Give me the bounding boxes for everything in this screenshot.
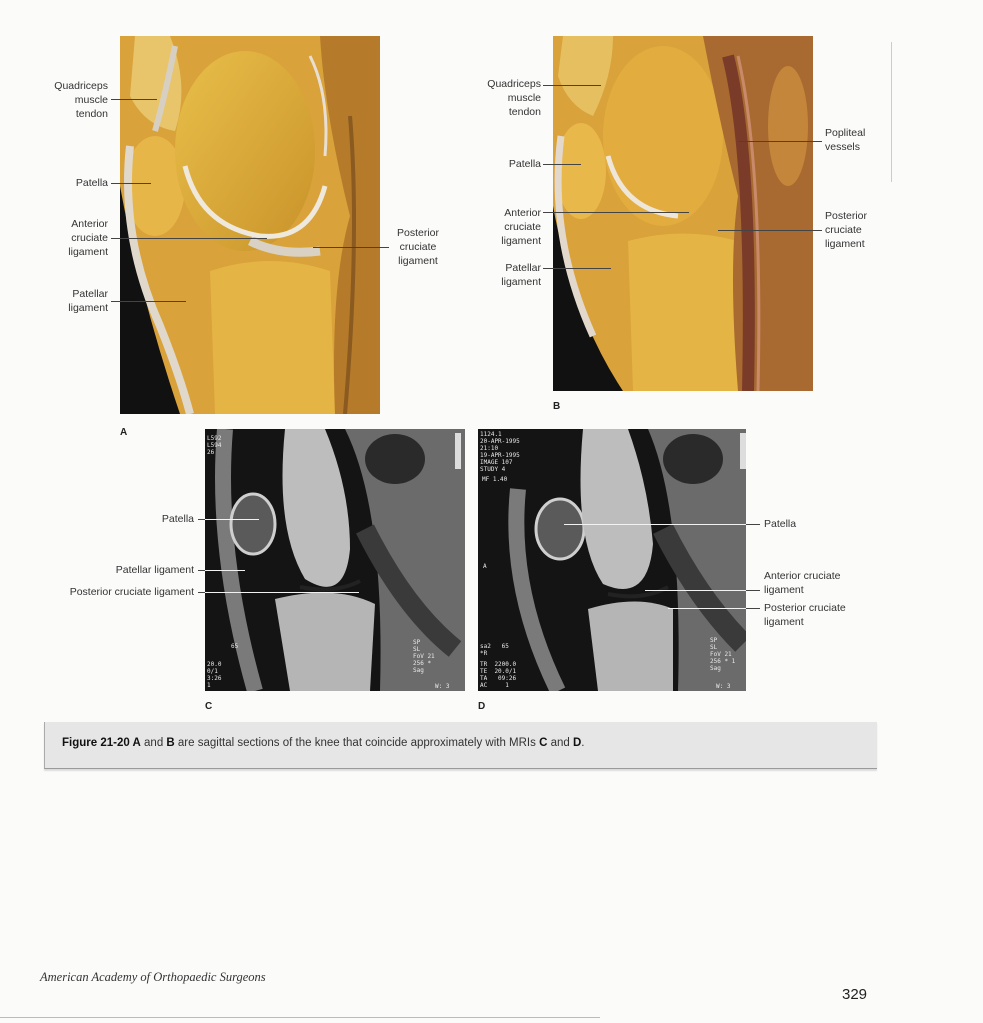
label-d-pcl: Posterior cruciate ligament — [764, 602, 846, 628]
caption-text-3: and — [547, 737, 573, 749]
caption-ref-b: B — [166, 737, 175, 749]
figure-label: Figure 21-20 — [62, 737, 130, 749]
panel-a-letter: A — [120, 427, 128, 438]
caption-ref-a: A — [129, 737, 141, 749]
mri-d-leftmid-text: sa2 65 *R — [480, 643, 509, 657]
leader-a-quadriceps — [111, 99, 157, 100]
label-a-patella: Patella — [75, 177, 108, 189]
leader-c-patellar-ligament-outside — [198, 570, 205, 571]
leader-d-pcl-inside — [668, 608, 746, 609]
panel-b-image — [553, 36, 813, 391]
label-b-pcl: Posterior cruciate ligament — [825, 210, 868, 250]
mri-d-topleft-text: 1124.1 20-APR-1995 21:10 19-APR-1995 IMAGE 107 STUDY 4 — [480, 431, 520, 473]
leader-c-patella-outside — [198, 519, 205, 520]
bottom-rule — [0, 1017, 600, 1018]
leader-b-patellar-ligament — [543, 268, 611, 269]
label-d-acl: Anterior cruciate ligament — [764, 570, 841, 596]
label-c-patellar-ligament: Patellar ligament — [115, 564, 194, 576]
leader-b-popliteal — [738, 141, 822, 142]
label-c-patella: Patella — [161, 513, 194, 525]
leader-b-patella — [543, 164, 581, 165]
panel-c-letter: C — [205, 701, 213, 712]
caption-text-1: and — [140, 737, 167, 749]
panel-c-mri — [205, 429, 465, 691]
caption-text-4: . — [581, 737, 585, 749]
leader-a-patella — [111, 183, 151, 184]
leader-c-patellar-ligament-inside — [205, 570, 245, 571]
leader-c-pcl-outside — [198, 592, 205, 593]
leader-c-pcl-inside — [205, 592, 359, 593]
publisher-footer: American Academy of Orthopaedic Surgeons — [40, 970, 266, 984]
label-b-patellar-ligament: Patellar ligament — [501, 262, 541, 288]
mri-d-a-marker: A — [483, 563, 487, 570]
label-a-patellar-ligament: Patellar ligament — [68, 288, 108, 314]
leader-d-pcl-outside — [746, 608, 760, 609]
label-b-acl: Anterior cruciate ligament — [501, 207, 541, 247]
label-b-popliteal: Popliteal vessels — [825, 127, 866, 153]
leader-d-patella-inside — [564, 524, 746, 525]
mri-d-bottomleft-text: TR 2200.0 TE 20.0/1 TA 09:26 AC 1 — [480, 661, 517, 689]
mri-d-mf-text: MF 1.40 — [482, 476, 508, 483]
page-number: 329 — [842, 986, 868, 1003]
leader-a-patellar-ligament — [111, 301, 186, 302]
label-b-quadriceps: Quadriceps muscle tendon — [487, 78, 541, 118]
leader-b-pcl — [718, 230, 822, 231]
leader-c-patella-inside — [205, 519, 259, 520]
leader-a-pcl — [313, 247, 389, 248]
mri-c-bottomright-text: SP SL FoV 21 256 * Sag — [413, 639, 435, 674]
label-a-acl: Anterior cruciate ligament — [68, 218, 108, 258]
caption-text-2: are sagittal sections of the knee that coincide approximately with MRIs — [174, 737, 540, 749]
mri-c-leftmid-text: 65 — [231, 643, 239, 650]
caption-ref-d: D — [572, 737, 582, 749]
mri-d-bottomright-text: SP SL FoV 21 256 * 1 Sag — [710, 637, 736, 672]
panel-a-image — [120, 36, 380, 414]
margin-rule — [891, 42, 892, 182]
leader-d-acl-inside — [645, 590, 746, 591]
label-a-quadriceps: Quadriceps muscle tendon — [54, 80, 108, 120]
leader-d-patella-outside — [746, 524, 760, 525]
leader-b-quadriceps — [543, 85, 601, 86]
mri-c-corner-text: W: 3 — [435, 683, 450, 690]
mri-c-bottomleft-text: 20.0 0/1 3:26 1 — [207, 661, 222, 689]
label-c-pcl: Posterior cruciate ligament — [69, 586, 194, 598]
leader-a-acl — [111, 238, 267, 239]
panel-d-mri — [478, 429, 746, 691]
figure-caption-box — [44, 722, 877, 769]
label-d-patella: Patella — [764, 518, 797, 530]
panel-b-letter: B — [553, 401, 561, 412]
figure-caption — [62, 737, 584, 749]
leader-b-acl — [543, 212, 689, 213]
mri-c-topleft-text: L592 L594 26 — [207, 435, 222, 456]
mri-d-corner-text: W: 3 — [716, 683, 731, 690]
panel-d-letter: D — [478, 701, 486, 712]
label-b-patella: Patella — [508, 158, 541, 170]
leader-d-acl-outside — [746, 590, 760, 591]
caption-ref-c: C — [539, 737, 548, 749]
label-a-pcl: Posterior cruciate ligament — [396, 227, 439, 267]
